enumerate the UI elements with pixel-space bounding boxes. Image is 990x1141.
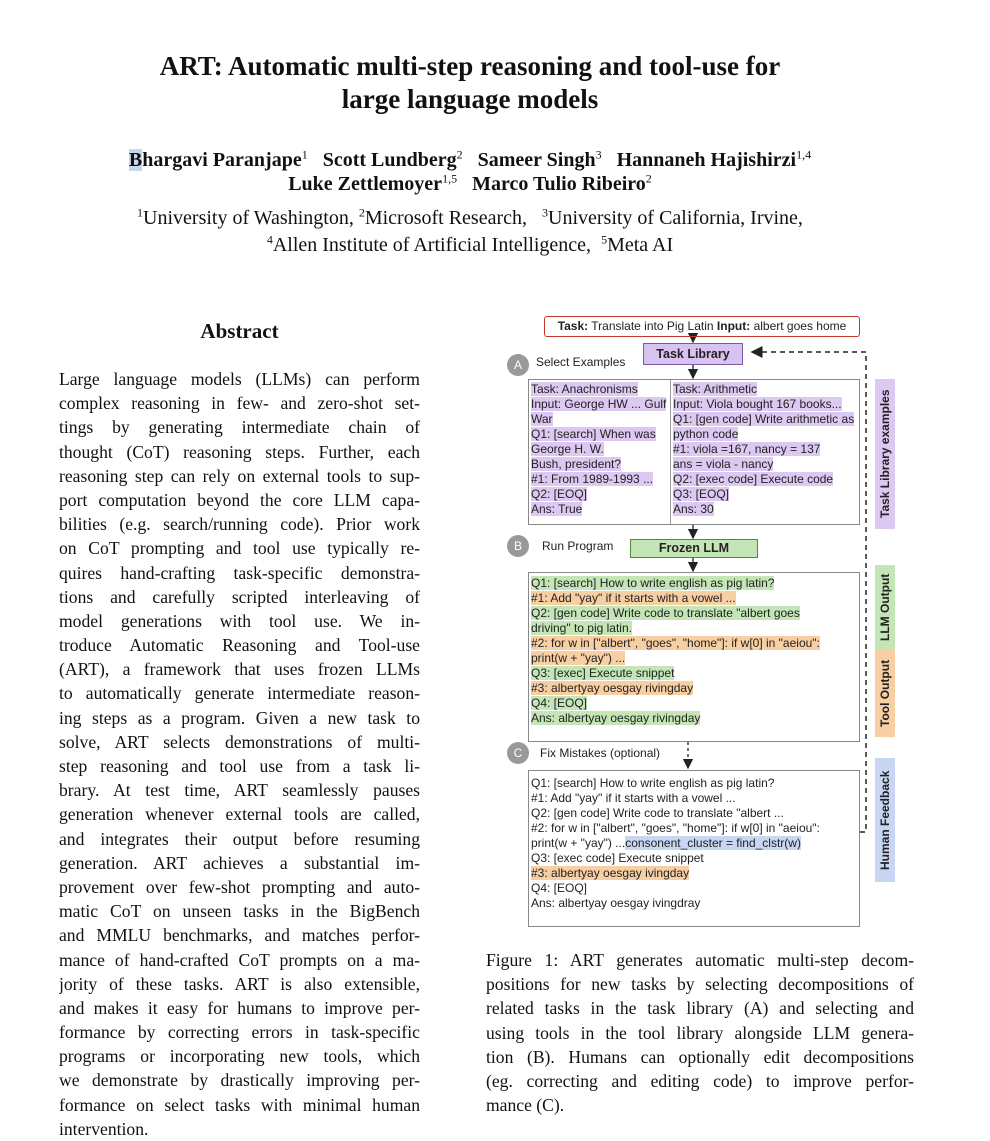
- author-affil-sup: 1,4: [796, 147, 812, 162]
- affil-sup: 4: [266, 232, 273, 247]
- side-label-human-feedback: Human Feedback: [875, 758, 895, 882]
- abstract-line: bilities (e.g. search/running code). Prior work: [59, 514, 420, 535]
- abstract-line: complex reasoning in few- and zero-shot set-: [59, 393, 420, 414]
- task-label: Task:: [557, 319, 589, 333]
- fix-line: Q2: [gen code] Write code to translate "albert ...: [531, 806, 784, 820]
- abstract-line: model generations with tool use. We in-: [59, 610, 420, 631]
- author-affil-sup: 3: [595, 147, 602, 162]
- example-divider: [670, 380, 671, 524]
- caption-line: related tasks in the task library (A) and selecting and: [486, 998, 914, 1019]
- llm-output-line: Q3: [exec] Execute snippet: [531, 666, 675, 680]
- task-library-box: Task Library: [643, 343, 743, 365]
- tool-output-line: print(w + "yay") ...: [531, 651, 626, 665]
- abstract-line: formance by correcting errors in task-specific: [59, 1022, 420, 1043]
- llm-output-line: Ans: albertyay oesgay rivingday: [531, 711, 701, 725]
- abstract-line: port computation beyond the core LLM capa-: [59, 489, 420, 510]
- author-name: Hannaneh Hajishirzi: [616, 149, 797, 171]
- fix-line: Q4: [EOQ]: [531, 881, 588, 895]
- abstract-line: and MMLU benchmarks, and matches perfor-: [59, 925, 420, 946]
- task-input-box: [544, 316, 860, 337]
- affiliation-line-2: [0, 230, 940, 260]
- tool-output-line: #3: albertyay oesgay rivingday: [531, 681, 694, 695]
- abstract-line: Large language models (LLMs) can perform: [59, 369, 420, 389]
- author-affil-sup: 2: [456, 147, 463, 162]
- abstract-line: jority of these tasks. ART is also extensible,: [59, 973, 420, 994]
- affiliation: Microsoft Research,: [364, 207, 527, 229]
- tool-output-line: #3: albertyay oesgay ivingday: [531, 866, 690, 880]
- fix-line: Ans: albertyay oesgay ivingdray: [531, 896, 701, 910]
- author-name: hargavi Paranjape: [142, 149, 302, 171]
- affil-sup: 5: [601, 232, 608, 247]
- step-c-label: Fix Mistakes (optional): [540, 746, 661, 760]
- side-label-task-library-examples: Task Library examples: [875, 379, 895, 529]
- paper-title: [0, 50, 940, 116]
- affiliation-line-1: [0, 203, 940, 233]
- human-edit-line: consonent_cluster = find_clstr(w): [625, 836, 801, 850]
- llm-output-line: driving" to pig latin.: [531, 621, 632, 635]
- title-line-1: ART: Automatic multi-step reasoning and tool-use for: [159, 51, 781, 81]
- example-line: Input: Viola bought 167 books...: [673, 397, 842, 411]
- example-line: Q2: [exec code] Execute code: [673, 472, 834, 486]
- author-name: Scott Lundberg: [322, 149, 457, 171]
- fix-line: Q3: [exec code] Execute snippet: [531, 851, 704, 865]
- author-list: [0, 145, 940, 199]
- abstract-line: quires hand-crafting task-specific demonstra-: [59, 562, 420, 583]
- abstract-body: [59, 367, 420, 1141]
- abstract-line: mance of hand-crafted CoT prompts on a ma-: [59, 949, 420, 970]
- title-line-2: large language models: [341, 84, 599, 114]
- abstract-line: and integrates their output before resuming: [59, 828, 420, 849]
- example-line: Q1: [search] When was: [531, 427, 656, 441]
- abstract-line: formance on select tasks with minimal human: [59, 1094, 420, 1115]
- abstract-line: and makes it easy for humans to improve per-: [59, 997, 420, 1018]
- abstract-line: brary. At test time, ART seamlessly pauses: [59, 780, 420, 801]
- author-name: Luke Zettlemoyer: [288, 173, 443, 195]
- step-b-label: Run Program: [542, 539, 614, 553]
- abstract-line: (ART), a framework that uses frozen LLMs: [59, 659, 420, 680]
- figure-1: [500, 312, 930, 932]
- example-line: War: [531, 412, 553, 426]
- text-cursor-highlight: B: [128, 149, 143, 171]
- side-label-tool-output: Tool Output: [875, 649, 895, 737]
- example-line: #1: From 1989-1993 ...: [531, 472, 654, 486]
- abstract-line: intervention.: [59, 1118, 149, 1139]
- fix-line: #1: Add "yay" if it starts with a vowel ...: [531, 791, 736, 805]
- example-line: Task: Anachronisms: [531, 382, 638, 396]
- affiliation-list: [0, 203, 940, 260]
- task-library-examples-box: [528, 379, 860, 525]
- example-line: George H. W.: [531, 442, 604, 456]
- example-line: Q2: [EOQ]: [531, 487, 588, 501]
- tool-output-line: #1: Add "yay" if it starts with a vowel ...: [531, 591, 736, 605]
- fix-mistakes-box: [528, 770, 860, 927]
- example-line: Input: George HW ... Gulf: [531, 397, 667, 411]
- fix-line: Q1: [search] How to write english as pig latin?: [531, 776, 775, 790]
- author-name: Sameer Singh: [477, 149, 596, 171]
- side-label-llm-output: LLM Output: [875, 565, 895, 649]
- abstract-line: provement over few-shot prompting and auto-: [59, 876, 420, 897]
- example-line: Ans: True: [531, 502, 583, 516]
- abstract-line: thought (CoT) reasoning steps. Further, each: [59, 441, 420, 462]
- task-text: Translate into Pig Latin: [588, 319, 717, 333]
- example-line: Q3: [EOQ]: [673, 487, 730, 501]
- example-line: Ans: 30: [673, 502, 714, 516]
- affil-sup: 2: [358, 205, 365, 220]
- caption-line: Figure 1: ART generates automatic multi-step decom-: [486, 950, 914, 970]
- abstract-line: tings by generating intermediate chain of: [59, 417, 420, 438]
- example-line: ans = viola - nancy: [673, 457, 774, 471]
- fix-line: #2: for w in ["albert", "goes", "home"]: if w[0] in "aeiou":: [531, 821, 820, 835]
- abstract-line: step reasoning and tool use from a task li-: [59, 756, 420, 776]
- llm-output-line: Q1: [search] How to write english as pig latin?: [531, 576, 775, 590]
- caption-line: positions for new tasks by selecting decompositions of: [486, 974, 914, 995]
- fix-line: print(w + "yay") ...: [531, 836, 626, 850]
- affil-sup: 1: [137, 205, 144, 220]
- affiliation: University of Washington,: [143, 207, 359, 229]
- example-line: Bush, president?: [531, 457, 622, 471]
- abstract-line: to automatically generate intermediate reason-: [59, 683, 420, 704]
- author-affil-sup: 1: [301, 147, 308, 162]
- run-program-box: [528, 572, 860, 742]
- caption-line: tion (B). Humans can optionally edit decompositions: [486, 1046, 914, 1067]
- caption-line: using tools in the tool library alongside LLM genera-: [486, 1022, 914, 1043]
- input-label: Input:: [716, 319, 751, 333]
- example-line: python code: [673, 427, 739, 441]
- caption-line: mance (C).: [486, 1095, 565, 1116]
- abstract-line: generation whenever external tools are called,: [59, 804, 420, 825]
- affil-sup: 3: [542, 205, 548, 220]
- author-name: Marco Tulio Ribeiro: [472, 173, 646, 195]
- abstract-line: ing steps as a program. Given a new task to: [59, 707, 420, 728]
- llm-output-line: Q2: [gen code] Write code to translate "albert goes: [531, 606, 800, 620]
- step-b-badge: B: [507, 535, 529, 557]
- abstract-line: programs or incorporating new tools, which: [59, 1046, 420, 1067]
- affiliation: Meta AI: [607, 234, 674, 256]
- abstract-line: on CoT prompting and tool use typically re-: [59, 538, 420, 559]
- affiliation: University of California, Irvine,: [548, 207, 803, 229]
- abstract-line: tions and carefully scripted interleaving of: [59, 586, 420, 607]
- step-c-badge: C: [507, 742, 529, 764]
- step-a-label: Select Examples: [536, 355, 626, 369]
- abstract-heading: Abstract: [200, 319, 279, 343]
- tool-output-line: #2: for w in ["albert", "goes", "home"]: if w[0] in "aeiou":: [531, 636, 820, 650]
- input-text: albert goes home: [750, 319, 847, 333]
- example-line: Q1: [gen code] Write arithmetic as: [673, 412, 855, 426]
- author-affil-sup: 1,5: [442, 171, 458, 186]
- affiliation: Allen Institute of Artificial Intelligence,: [272, 234, 592, 256]
- llm-output-line: Q4: [EOQ]: [531, 696, 588, 710]
- figure-caption: [486, 948, 914, 1117]
- abstract-line: troduce Automatic Reasoning and Tool-use: [59, 635, 420, 656]
- author-affil-sup: 2: [645, 171, 652, 186]
- abstract-line: solve, ART selects demonstrations of multi-: [59, 731, 420, 752]
- step-a-badge: A: [507, 354, 529, 376]
- frozen-llm-box: Frozen LLM: [630, 539, 758, 558]
- abstract-line: we demonstrate by drastically improving per-: [59, 1070, 420, 1091]
- example-line: Task: Arithmetic: [673, 382, 758, 396]
- abstract-line: generation. ART achieves a substantial im-: [59, 852, 420, 873]
- abstract-line: matic CoT on unseen tasks in the BigBench: [59, 901, 420, 922]
- example-line: #1: viola =167, nancy = 137: [673, 442, 821, 456]
- caption-line: (eg. correcting and editing code) to improve perfor-: [486, 1070, 914, 1091]
- abstract-line: reasoning step can rely on external tools to sup-: [59, 465, 420, 486]
